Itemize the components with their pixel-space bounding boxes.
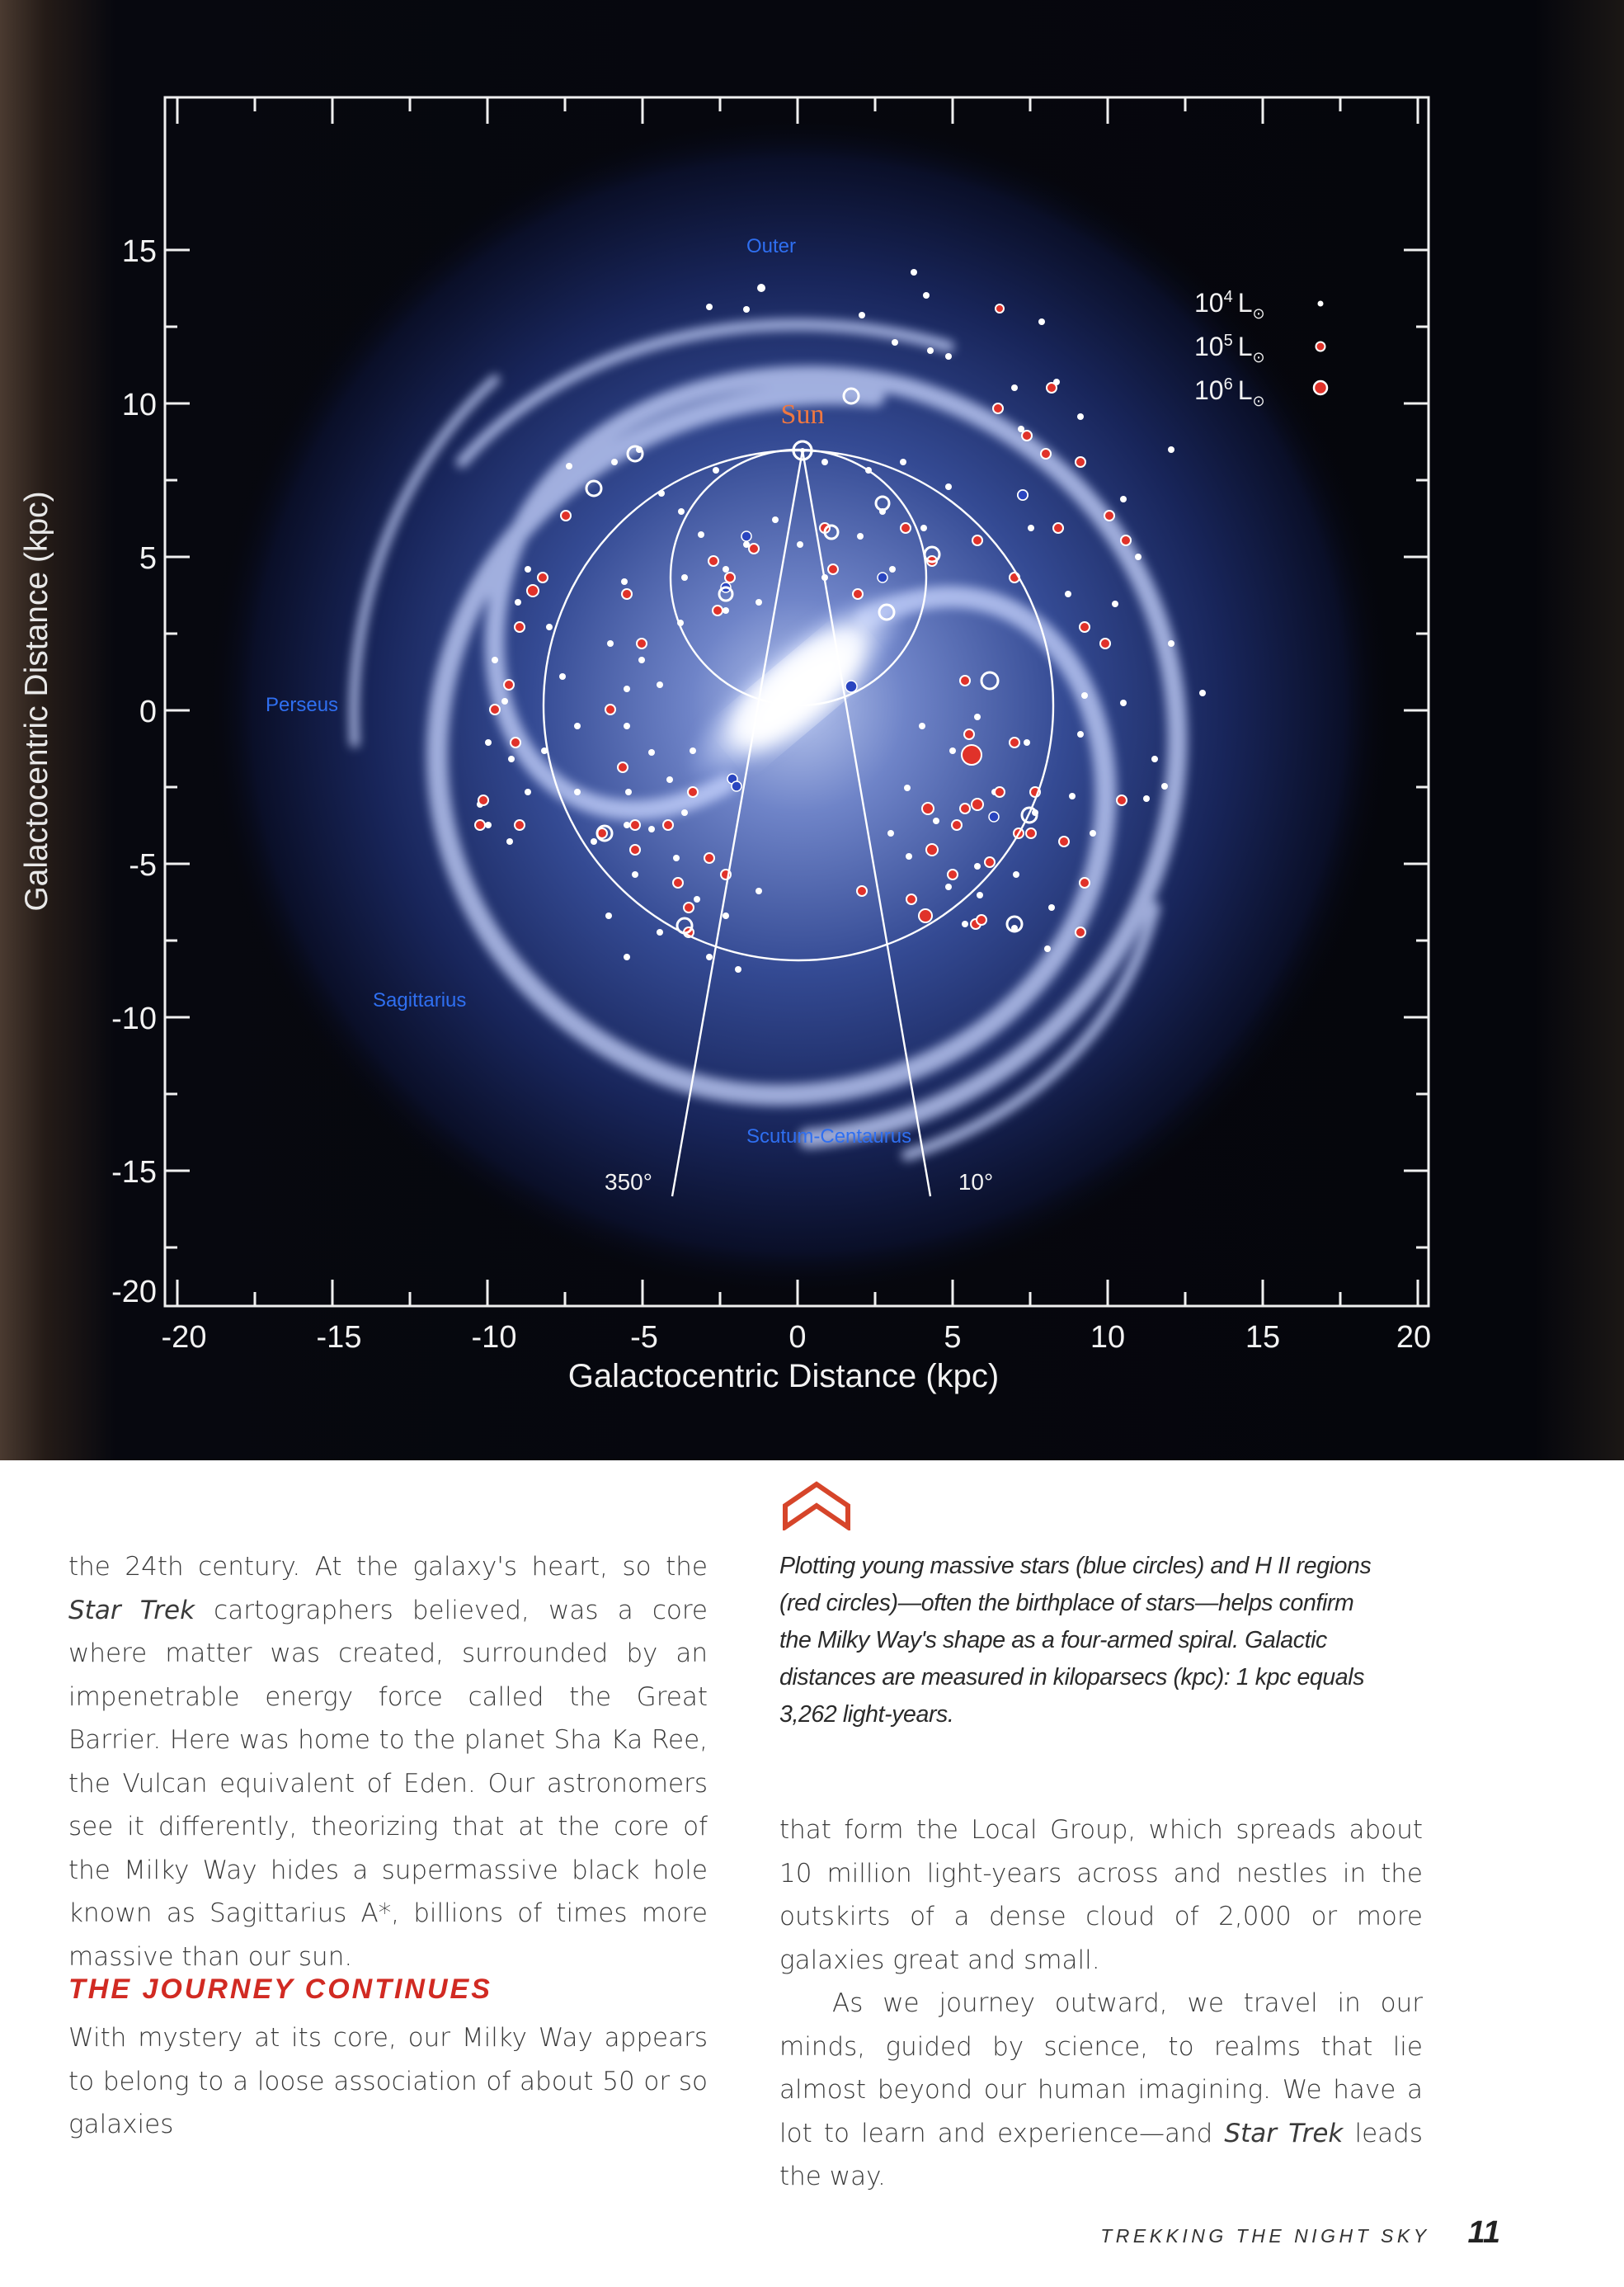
figure-caption: Plotting young massive stars (blue circles) and H II regions (red circles)—often the birthplace of stars—helps confirm the Milky Way's shape as a four-armed spiral. Galactic distances are measured in kiloparsecs (kpc): 1 kpc equals 3,262 light-years. [779,1553,1372,1728]
legend-marker-small [1318,301,1324,307]
left-column [68,1545,708,1978]
paragraph-core: the 24th century. At the galaxy's heart, so the Star Trek cartographers believed, was a core where matter was created, surrounded by an impenetrable energy force called the Great Barrier. Here was home to the planet Sha Ka Ree, the Vulcan equivalent of Eden. Our astronomers see it differently, theorizing that at the core of the Milky Way hides a supermassive black hole known as Sagittarius A*, billions of times more massive than our sun. [68,1552,708,1972]
sun-label: Sun [780,399,825,430]
x-tick-label: 15 [1245,1320,1281,1355]
y-tick-label: -15 [111,1155,157,1190]
left-column-continued [68,2016,708,2147]
x-tick-label: -5 [630,1320,658,1355]
y-tick-label: -10 [111,1002,157,1036]
y-tick-labels [111,234,157,1309]
legend-marker-large [1314,381,1327,394]
running-title: TREKKING THE NIGHT SKY [1100,2225,1430,2247]
y-tick-label: -20 [111,1275,157,1309]
sun-marker-dot [800,448,805,453]
legend-marker-medium [1316,342,1325,351]
arm-label-outer: Outer [746,235,797,257]
y-tick-label: 0 [139,695,157,729]
arm-label-perseus: Perseus [266,694,339,716]
arm-label-scutum: Scutum-Centaurus [746,1125,912,1148]
page-number: 11 [1467,2215,1500,2250]
page-footer [1100,2215,1500,2251]
legend-entry-3: $10^6$ $L_⊙$ [1194,375,1265,409]
y-tick-label: 10 [121,388,157,422]
x-tick-label: 10 [1090,1320,1126,1355]
paragraph-journey: With mystery at its core, our Milky Way appears to belong to a loose association of about 50 or so galaxies [68,2023,708,2139]
y-tick-label: 15 [121,234,157,269]
x-tick-labels [162,1320,1432,1355]
x-tick-label: -15 [316,1320,362,1355]
paragraph-local-group: that form the Local Group, which spreads about 10 million light-years across and nestles in the outskirts of a dense cloud of 2,000 or more galaxies great and small. [779,1815,1423,1975]
angle-label-10: 10° [958,1169,994,1195]
x-tick-label: 5 [944,1320,962,1355]
angle-label-350: 350° [605,1169,652,1195]
legend-entry-1: $10^4$ $L_⊙$ [1194,288,1265,322]
x-tick-label: -20 [161,1320,207,1355]
arm-label-sagittarius: Sagittarius [373,989,467,1011]
legend-entry-2: $10^5$ $L_⊙$ [1194,332,1265,365]
x-tick-label: 0 [788,1320,807,1355]
section-heading: THE JOURNEY CONTINUES [68,1973,492,2005]
right-column [779,1808,1423,2199]
y-tick-label: -5 [129,848,157,883]
paragraph-outward: As we journey outward, we travel in our minds, guided by science, to realms that lie almost beyond our human imagining. We have a lot to learn and experience—and Star Trek leads the way. [779,1988,1423,2191]
x-axis-title: Galactocentric Distance (kpc) [567,1358,1000,1394]
y-tick-label: 5 [139,541,157,576]
chevron-up-icon [781,1479,852,1535]
x-tick-label: -10 [471,1320,517,1355]
y-axis-title: Galactocentric Distance (kpc) [19,491,54,912]
x-tick-label: 20 [1396,1320,1432,1355]
